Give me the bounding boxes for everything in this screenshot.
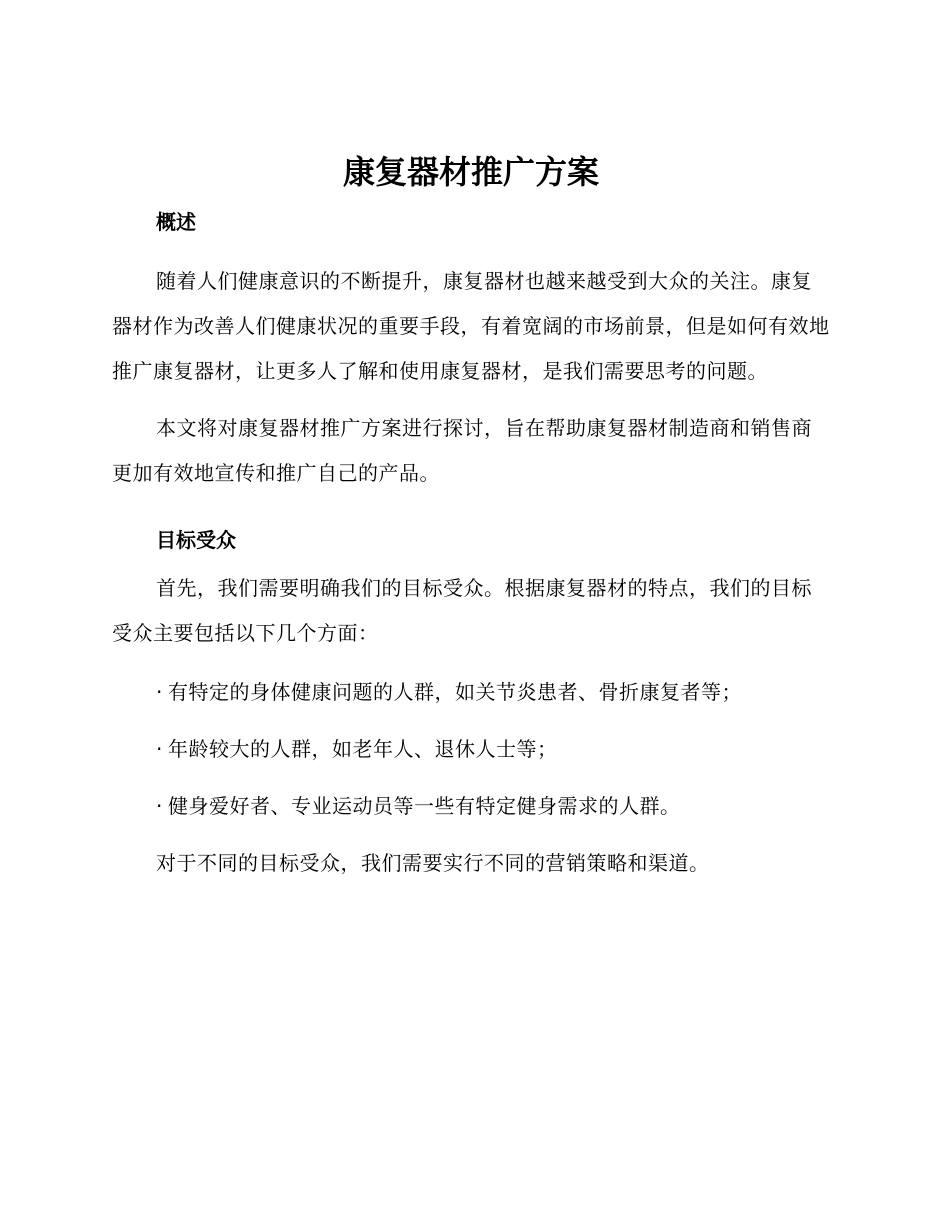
list-item bbox=[156, 784, 830, 829]
list-item-text: 有特定的身体健康问题的人群，如关节炎患者、骨折康复者等； bbox=[168, 680, 742, 704]
target-audience-closing: 对于不同的目标受众，我们需要实行不同的营销策略和渠道。 bbox=[156, 851, 710, 875]
document-page bbox=[112, 150, 830, 886]
list-item bbox=[156, 727, 830, 772]
list-item-text: 年龄较大的人群，如老年人、退休人士等； bbox=[168, 737, 558, 761]
bullet-marker: · bbox=[156, 680, 163, 704]
document-title: 康复器材推广方案 bbox=[342, 153, 599, 191]
target-audience-intro: 首先，我们需要明确我们的目标受众。根据康复器材的特点，我们的目标受众主要包括以下几个方面： bbox=[112, 576, 812, 645]
list-item-text: 健身爱好者、专业运动员等一些有特定健身需求的人群。 bbox=[168, 794, 681, 818]
overview-paragraph-1: 随着人们健康意识的不断提升，康复器材也越来越受到大众的关注。康复器材作为改善人们健康状况的重要手段，有着宽阔的市场前景，但是如何有效地推广康复器材，让更多人了解和使用康复器材，是我们需要思考的问题。 bbox=[112, 269, 830, 383]
list-item bbox=[156, 670, 830, 715]
section-heading-target-audience: 目标受众 bbox=[156, 528, 236, 552]
bullet-marker: · bbox=[156, 794, 163, 818]
target-audience-list bbox=[112, 670, 830, 829]
bullet-marker: · bbox=[156, 737, 163, 761]
overview-paragraph-2: 本文将对康复器材推广方案进行探讨，旨在帮助康复器材制造商和销售商更加有效地宣传和推广自己的产品。 bbox=[112, 416, 812, 485]
section-heading-overview: 概述 bbox=[156, 210, 196, 234]
